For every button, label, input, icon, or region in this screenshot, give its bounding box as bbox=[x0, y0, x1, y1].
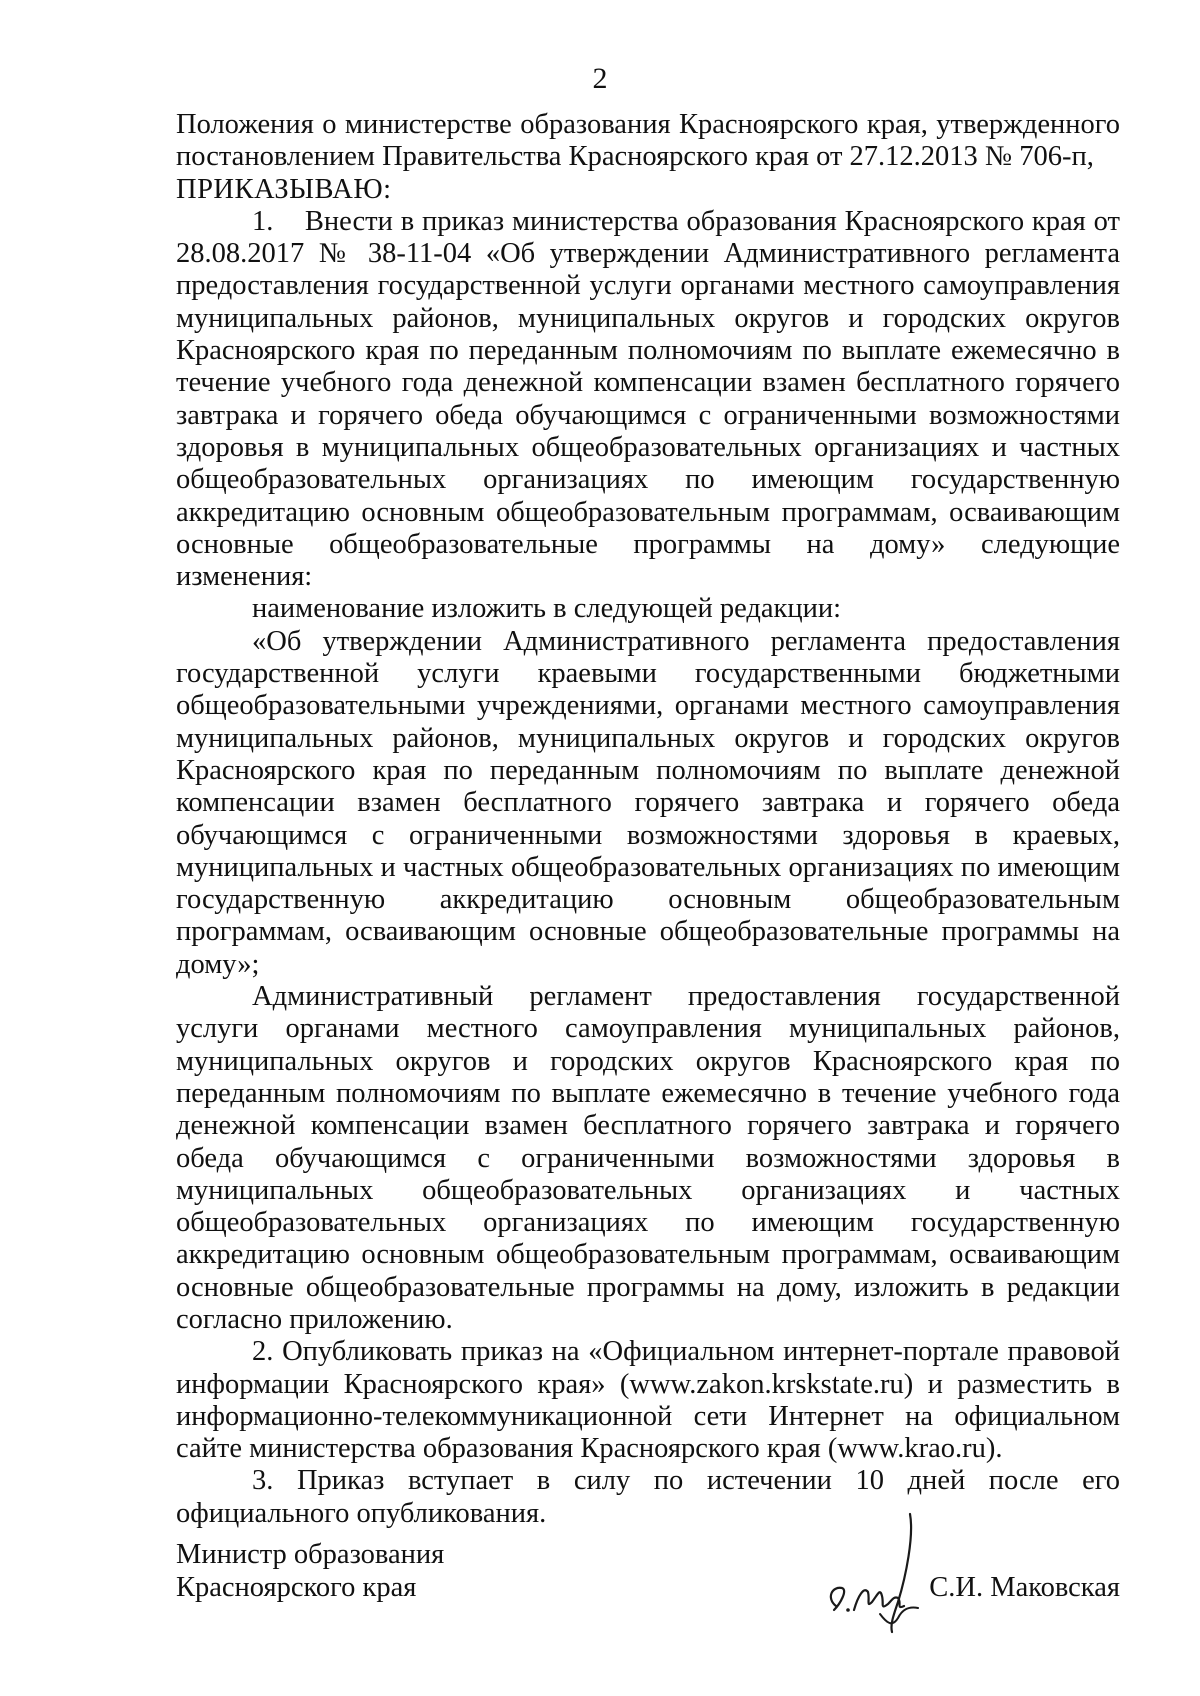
signature-block bbox=[176, 1538, 1120, 1638]
paragraph: Административный регламент предоставления государственной услуги органами местного самоуправления муниципальных районов, муниципальных округов и городских округов Красноярского края по переданным полномочиям по выплате ежемесячно в течение учебного года денежной компенсации взамен бесплатного горячего завтрака и горячего обеда обучающимся с ограниченными возможностями здоровья в муниципальных общеобразовательных организациях и частных общеобразовательных организациях по имеющим государственную аккредитацию основным общеобразовательным программам, осваивающим основные общеобразовательные программы на дому, изложить в редакции согласно приложению. bbox=[176, 981, 1120, 1335]
paragraph: 1. Внести в приказ министерства образования Красноярского края от 28.08.2017 № 38-11-04 «Об утверждении Административного регламента предоставления государственной услуги органами местного самоуправления муниципальных районов, муниципальных округов и городских округов Красноярского края по переданным полномочиям по выплате ежемесячно в течение учебного года денежной компенсации взамен бесплатного горячего завтрака и горячего обеда обучающимся с ограниченными возможностями здоровья в муниципальных общеобразовательных организациях и частных общеобразовательных организациях по имеющим государственную аккредитацию основным общеобразовательным программам, осваивающим основные общеобразовательные программы на дому» следующие изменения: bbox=[176, 205, 1120, 593]
paragraph: наименование изложить в следующей редакции: bbox=[252, 593, 842, 625]
signatory-title-line: Министр образования bbox=[176, 1539, 445, 1570]
paragraph: ПРИКАЗЫВАЮ: bbox=[176, 173, 392, 205]
page-number: 2 bbox=[592, 62, 608, 95]
document-body bbox=[176, 109, 1120, 1530]
paragraph: 3. Приказ вступает в силу по истечении 10 дней после его официального опубликования. bbox=[176, 1465, 1120, 1529]
signatory-name: С.И. Маковская bbox=[929, 1572, 1120, 1603]
paragraph: 2. Опубликовать приказ на «Официальном интернет-портале правовой информации Красноярского края» (www.zakon.krskstate.ru) и разместить в информационно-телекоммуникационной сети Интернет на официальном сайте министерства образования Красноярского края (www.krao.ru). bbox=[176, 1336, 1120, 1465]
signatory-title-line: Красноярского края bbox=[176, 1572, 417, 1603]
signatory-title bbox=[176, 1538, 444, 1604]
paragraph: Положения о министерстве образования Красноярского края, утвержденного постановлением Правительства Красноярского края от 27.12.2013 № 706-п, bbox=[176, 109, 1120, 173]
paragraph: «Об утверждении Административного регламента предоставления государственной услуги краевыми государственными бюджетными общеобразовательными учреждениями, органами местного самоуправления муниципальных районов, муниципальных округов и городских округов Красноярского края по переданным полномочиям по выплате денежной компенсации взамен бесплатного горячего завтрака и горячего обеда обучающимся с ограниченными возможностями здоровья в краевых, муниципальных и частных общеобразовательных организациях по имеющим государственную аккредитацию основным общеобразовательным программам, осваивающим основные общеобразовательные программы на дому»; bbox=[176, 625, 1120, 980]
handwritten-signature bbox=[818, 1506, 928, 1636]
